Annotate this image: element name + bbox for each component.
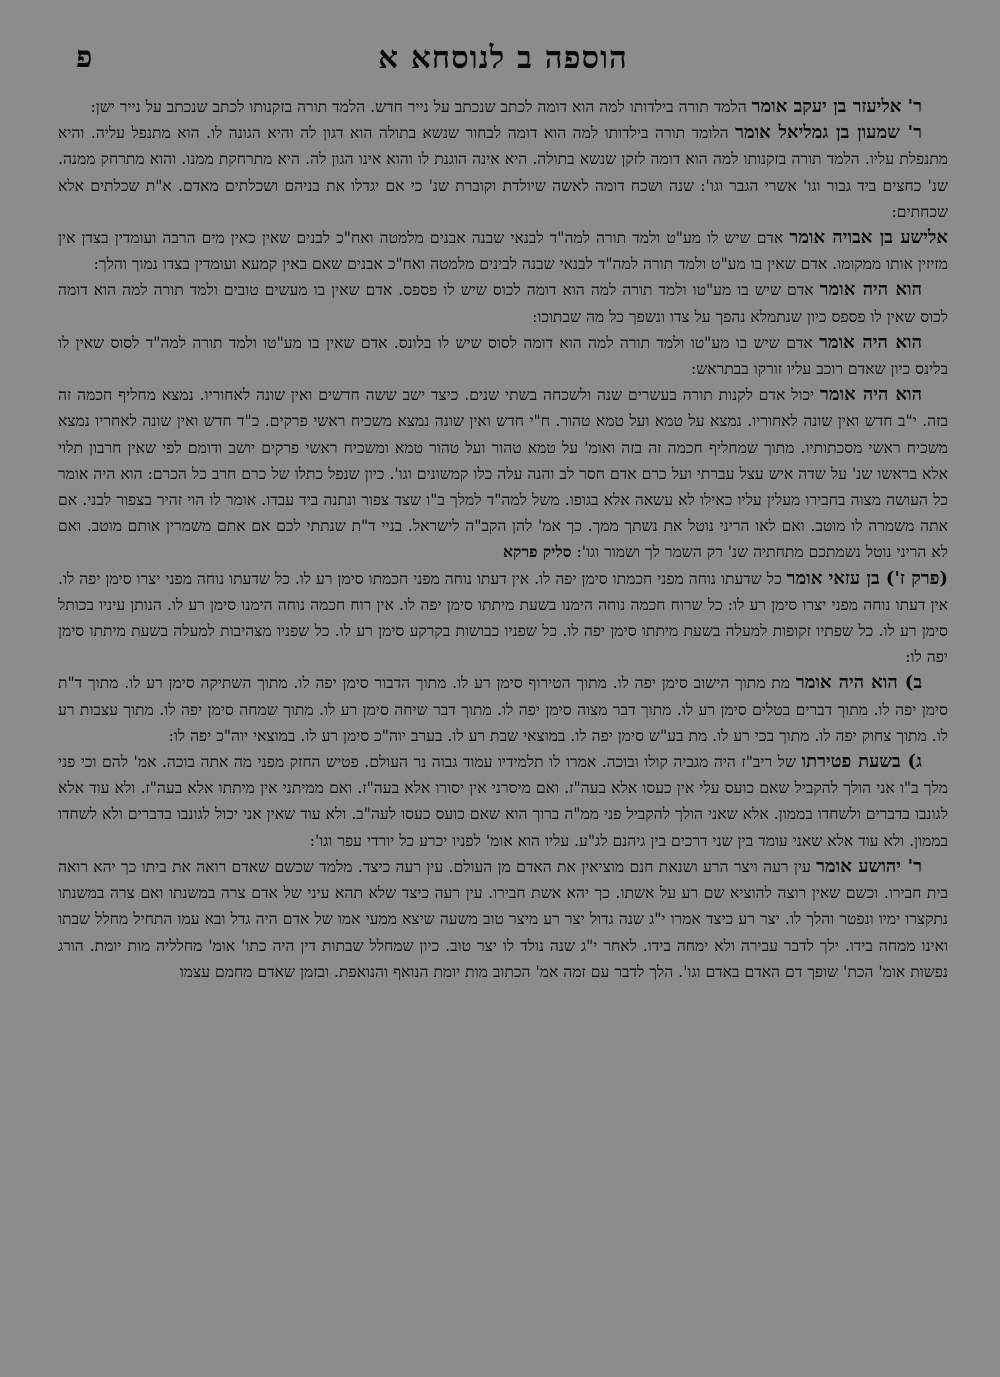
paragraph-text: כל שדעתו נוחה מפני חכמתו סימן יפה לו. אין דעתו נוחה מפני חכמתו סימן רע לו. כל שדעתו נוחה מפני יצרו סימן יפה לו. אין דעתו נוחה מפני יצרו סימן רע לו: כל שרוח חכמה נוחה הימנו בשעת מיתתו סימן יפה לו. אין רוח חכמה נוחה הימנו סימן רע לו. הנותן עיניו בכותל סימן רע לו. כל שפתיו זקופות למעלה בשעת מיתתו סימן יפה לו. כל שפניו כבושות בקרקע סימן רע לו. כל שפניו מצהיבות למעלה בשעת מיתתו סימן יפה לו: bbox=[58, 569, 948, 667]
paragraph-text: יכול אדם לקנות תורה בעשרים שנה ולשכחה בשתי שנים. כיצד ישב ששה חדשים ואין שונה לאחוריו. נמצא מחליף חכמה זה בזה. י"ב חדש ואין שונה לאחוריו. נמצא על טמא ועל טמא טהור. ח"י חדש ואין שונה נמצא משכיח ראשי פרקים. כ"ד חדש ואין שונה לאחריו נמצא משכיח ראשי מסכתותיו. מתוך שמחליף חכמה זה בזה ואומ' על טמא טהור ועל טהור טמא ומשכיח ראשי פרקים יושב ודומם לפי שאין חרבון תלוי אלא בראשו שנ' על שדה איש עצל עברתי ועל כרם אדם חסר לב והנה עלה כלו קמשונים וגו'. כיון שנפל כתלו של כרם חרב כל הכרם: הוא היה אומר כל העושה מצוה בחבירו מעלין עליו כאילו לא עשאה אלא בגופו. משל למה"ד למלך ב"ו שצד צפור ונתנה ביד עבדו. אומר לו הוי זהיר בצפור לבני. אם אתה משמרה לו מוטב. ואם לאו הריני נוטל את נשתך ממך. כך אמ' להן הקב"ה לישראל. בניי ד"ת שנתתי לכם אם אתם משמרין אותם מוטב. ואם לא הריני נוטל נשמתכם מתחתיה שנ' רק השמר לך ושמור וגו': bbox=[58, 386, 948, 562]
paragraph-text: הלמד תורה בילדותו למה הוא דומה לכתב שנכתב על נייר חדש. הלמד תורה בזקנותו לכתב שנכתב על נייר ישן: bbox=[90, 98, 752, 116]
paragraph-lead: אלישע בן אבויה אומר bbox=[789, 227, 948, 249]
paragraph bbox=[58, 277, 948, 329]
paragraph bbox=[58, 382, 948, 565]
paragraph-lead: ר' שמעון בן גמליאל אומר bbox=[735, 122, 922, 144]
paragraph-text: של ריב"ז היה מגביה קולו ובוכה. אמרו לו תלמידיו עמוד גבוה נר העולם. פטיש החזק מפני מה אתה בוכה. אמ' להם וכי פני מלך ב"ו אני הולך להקביל שאם כועס עלי אין כעסו אלא בעה"ז. ואם מיסרני אין יסורו אלא בעה"ז. ואם ממיתני אין מיתתו אלא בעה"ז. ולא עוד אלא לגונבו בדברים ולשחדו בממון. אלא שאני הולך להקביל פני ממ"ה ברוך הוא שאם כועס כעסו לעה"ב. ולא עוד שאין אני יכול לגונבו בדברים ולא לשחדו בממון. ולא עוד אלא שאני עומד בין שני דרכים בין גיהנם לג"ע. עליו הוא אומ' לפניו יכרע כל יורדי עפר וגו': bbox=[58, 753, 948, 850]
paragraph-text: אדם שיש בו מע"טו ולמד תורה למה הוא דומה לכוס שיש לו פספס. אדם שאין בו מעשים טובים ולמד תורה למה הוא דומה לכוס שאין לו פספס כיון שנתמלא נהפך על צדו ונשפך כל מה שבתוכו: bbox=[58, 281, 948, 326]
paragraph-lead: ר' יהושע אומר bbox=[816, 855, 922, 877]
paragraph bbox=[58, 749, 948, 854]
paragraph-lead: הוא היה אומר bbox=[820, 384, 922, 406]
paragraph bbox=[58, 94, 948, 120]
paragraph bbox=[58, 120, 948, 225]
page-title: הוספה ב לנוסחא א bbox=[378, 40, 628, 76]
paragraph bbox=[58, 330, 948, 382]
chapter-end-note: סליק פרקא bbox=[502, 542, 572, 562]
paragraph-lead: ג) בשעת פטירתו bbox=[801, 751, 922, 773]
paragraph-lead: (פרק ז') בן עזאי אומר bbox=[786, 567, 948, 589]
paragraph bbox=[58, 670, 948, 749]
paragraph-lead: הוא היה אומר bbox=[819, 331, 922, 353]
paragraph-lead: הוא היה אומר bbox=[819, 279, 922, 301]
paragraph-lead: ב) הוא היה אומר bbox=[795, 672, 923, 694]
paragraph-text: מת מתוך הישוב סימן יפה לו. מתוך הטירוף סימן רע לו. מתוך הדבור סימן יפה לו. מתוך השתיקה סימן רע לו. מתוך ד"ת סימן יפה לו. מתוך דברים בטלים סימן רע לו. מתוך דבר מצוה סימן יפה לו. מתוך דבר שיחה סימן רע לו. מתוך שמחה סימן יפה לו. מתוך עצבות רע לו. מתוך צחוק יפה לו. מתוך בכי רע לו. מת בע"ש סימן יפה לו. במוצאי שבת רע לו. בערב יוה"כ סימן רע לו. במוצאי יוה"כ יפה לו: bbox=[58, 674, 948, 745]
paragraph-text: עין רעה ויצר הרע ושנאת חנם מוציאין את האדם מן העולם. עין רעה כיצד. מלמד שכשם שאדם רואה את ביתו כך יהא רואה בית חבירו. וכשם שאין רוצה להוציא שם רע על אשתו. כך יהא אשת חבירו. עין רעה כיצד שלא תהא עיני של אדם צרה במשנתו ואם צרה במשנתו נתקצרו ימיו ונפטר והלך לו. יצר רע כיצד אמרו י"ג שנה גדול יצר רע מיצר טוב משעה שיצא ממעי אמו של אדם היה גדל ובא עמו התחיל מחלל שבתו ואינו ממחה בידו. ילך לדבר עבירה ולא ימחה בידו. לאחר י"ג שנה נולד לו יצר טוב. כיון שמחלל שבתות דין היה כתו' אומ' מחלליה מות יומת. הורג נפשות אומ' הכת' שופך דם האדם באדם וגו'. הלך לדבר עם זמה אמ' הכתוב מות יומת הנואף והנואפת. ובזמן שאדם מחמם עצמו bbox=[58, 857, 948, 981]
paragraph-text: הלומד תורה בילדותו למה הוא דומה לבחור שנשא בתולה הוא דגון לה והיא הגונה לו. הוא מתנפל עליה. והיא מתנפלת עליו. הלמד תורה בזקנותו למה הוא דומה לזקן שנשא בתולה. היא אינה הוגנת לו והוא אינו הגון לה. היא מתרחקת ממנו. והוא מתרחק ממנה. שנ' כחצים ביד גבור וגו' אשרי הגבר וגו': שנה ושכח דומה לאשה שיולדת וקוברת שנ' כי אם יגדלו את בניהם ושכלתים מאדם. א"ת שכלתים אלא שכחתים: bbox=[58, 124, 948, 221]
paragraph-text: אדם שיש לו מע"ט ולמד תורה למה"ד לבנאי שבנה אבנים מלמטה ואח"כ לבנים שאין כאין מים הרבה ועומדין בצדן אין מזיזין אותו ממקומו. אדם שאין בו מע"ט ולמד תורה למה"ד לבנאי שבנה לבינים מלמטה ואח"כ אבנים שאם באין קמעא ועומדין בצדו נמוך והלך: bbox=[58, 229, 948, 274]
page-header bbox=[58, 40, 948, 84]
page-number: פ bbox=[76, 40, 93, 75]
paragraph-text: אדם שיש בו מע"טו ולמד תורה למה הוא דומה לסוס שיש לו בלונס. אדם שאין בו מע"טו ולמד תורה למה"ד לסוס שאין לו בלינס כיון שאדם רוכב עליו זורקו בבתראש: bbox=[58, 333, 948, 379]
paragraph-lead: ר' אליעזר בן יעקב אומר bbox=[751, 96, 922, 117]
paragraph bbox=[58, 566, 948, 671]
paragraph bbox=[58, 225, 948, 277]
paragraph bbox=[58, 854, 948, 985]
document-body bbox=[58, 94, 948, 985]
